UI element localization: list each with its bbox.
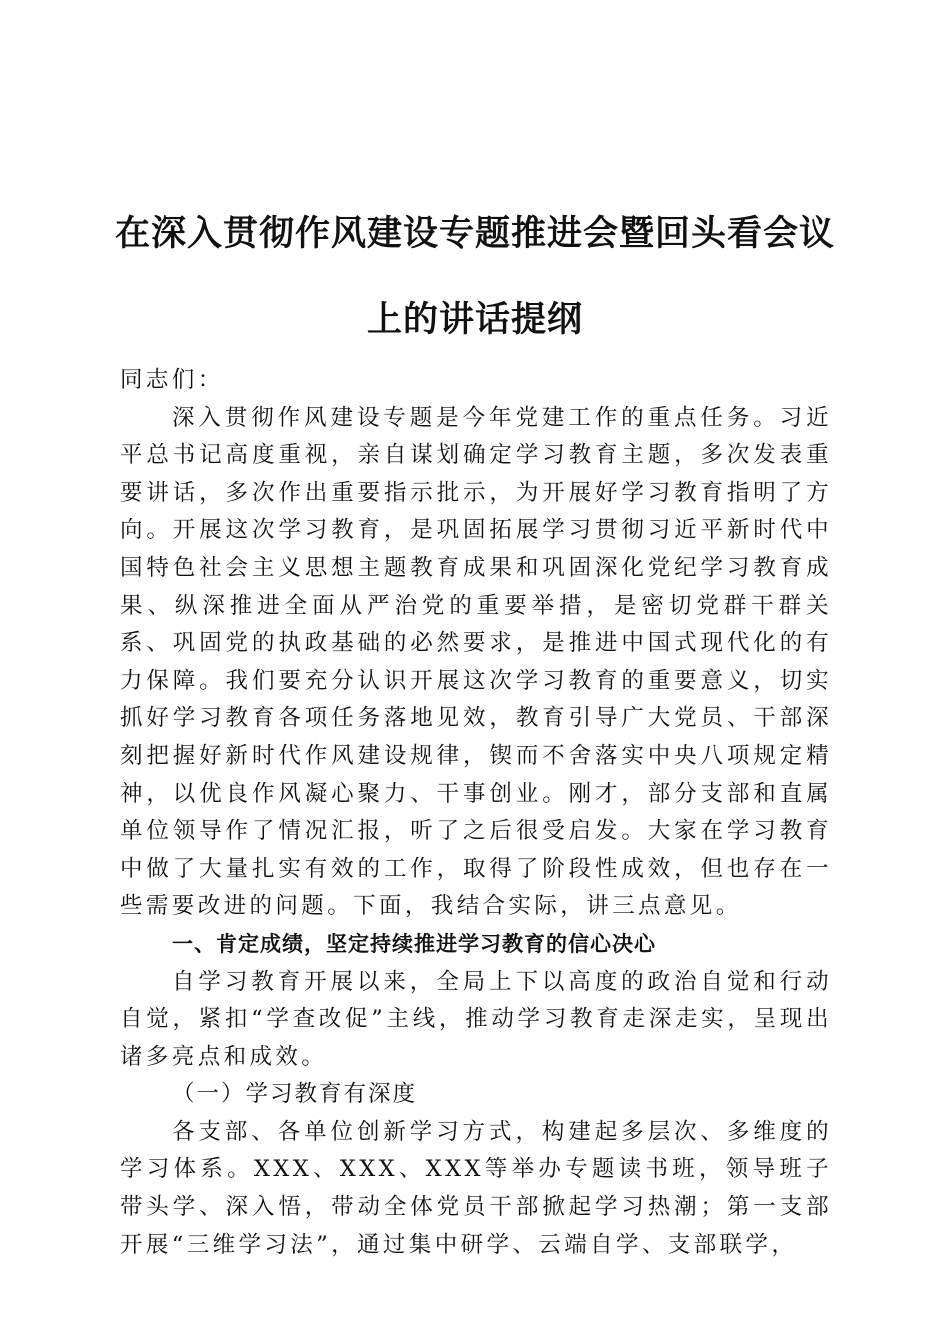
document-body [120, 362, 832, 1264]
opening-paragraph: 深入贯彻作风建设专题是今年党建工作的重点任务。习近平总书记高度重视，亲自谋划确定学习教育主题，多次发表重要讲话，多次作出重要指示批示，为开展好学习教育指明了方向。开展这次学习教育，是巩固拓展学习贯彻习近平新时代中国特色社会主义思想主题教育成果和巩固深化党纪学习教育成果、纵深推进全面从严治党的重要举措，是密切党群干群关系、巩固党的执政基础的必然要求，是推进中国式现代化的有力保障。我们要充分认识开展这次学习教育的重要意义，切实抓好学习教育各项任务落地见效，教育引导广大党员、干部深刻把握好新时代作风建设规律，锲而不舍落实中央八项规定精神，以优良作风凝心聚力、干事创业。刚才，部分支部和直属单位领导作了情况汇报，听了之后很受启发。大家在学习教育中做了大量扎实有效的工作，取得了阶段性成效，但也存在一些需要改进的问题。下面，我结合实际，讲三点意见。 [120, 404, 832, 920]
salutation: 同志们： [120, 367, 224, 393]
title-line-2: 上的讲话提纲 [366, 299, 583, 341]
section-1-intro: 自学习教育开展以来，全局上下以高度的政治自觉和行动自觉，紧扣“学查改促”主线，推动学习教育走深走实，呈现出诸多亮点和成效。 [120, 968, 832, 1070]
section-heading-1: 一、肯定成绩，坚定持续推进学习教育的信心决心 [172, 931, 656, 956]
document-title [100, 191, 850, 363]
subsection-1-text: 各支部、各单位创新学习方式，构建起多层次、多维度的学习体系。XXX、XXX、XXX等举办专题读书班，领导班子带头学、深入悟，带动全体党员干部掀起学习热潮；第一支部开展“三维学习法”，通过集中研学、云端自学、支部联学， [120, 1118, 832, 1258]
subsection-heading-1: （一）学习教育有深度 [172, 1081, 418, 1108]
title-line-1: 在深入贯彻作风建设专题推进会暨回头看会议 [114, 213, 835, 255]
